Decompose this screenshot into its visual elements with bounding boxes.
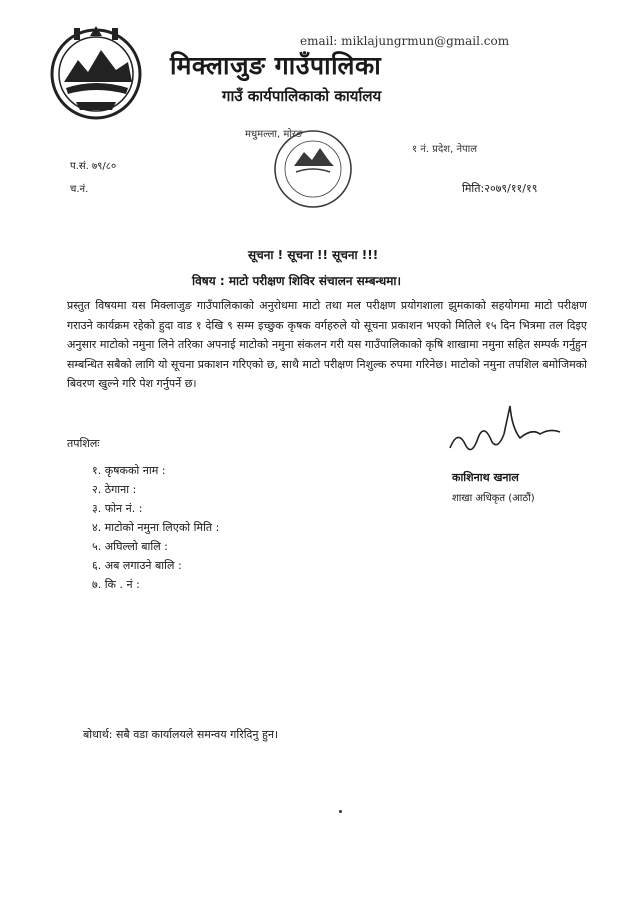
municipality-emblem <box>46 22 146 122</box>
province-text: १ नं. प्रदेश, नेपाल <box>412 144 478 155</box>
signatory-name: काशिनाथ खनाल <box>452 471 519 484</box>
details-label: तपशिलः <box>67 437 100 450</box>
list-item: ७. कि . नं : <box>92 578 140 591</box>
cc-line: बोधार्थ: सबै वडा कार्यालयले समन्वय गरिदिनु हुन। <box>83 728 279 741</box>
list-item: ५. अघिल्लो बालि : <box>92 540 168 553</box>
list-item: ४. माटोको नमुना लिएको मिति : <box>92 521 220 534</box>
office-name: गाउँ कार्यपालिकाको कार्यालय <box>222 87 382 105</box>
signatory-title: शाखा अधिकृत (आठौं) <box>452 493 535 504</box>
reference-number: प.सं. ७९/८० <box>70 161 117 172</box>
list-item: २. ठेगाना : <box>92 483 137 496</box>
subject-line: विषय : माटो परीक्षण शिविर संचालन सम्बन्धमा। <box>192 274 402 288</box>
address-text: मधुमल्ला, मोरङ <box>245 129 303 140</box>
details-list <box>92 463 219 596</box>
dispatch-number: च.नं. <box>70 184 89 195</box>
notice-heading: सूचना ! सूचना !! सूचना !!! <box>248 248 379 262</box>
signature <box>440 398 570 458</box>
body-paragraph: प्रस्तुत विषयमा यस मिक्लाजुङ गाउँपालिकाको अनुरोधमा माटो तथा मल परीक्षण प्रयोगशाला झुमकाको सहयोगमा माटो परीक्षण गराउने कार्यक्रम रहेको हुदा वाड १ देखि ९ सम्म इच्छुक कृषक वर्गहरुले यो सूचना प्रकाशन भएको मितिले १५ दिन भित्रमा तल दिइए अनुसार माटोको नमुना लिने तरिका अपनाई माटोको नमुना संकलन गरी यस गाउँपालिकाको कृषि शाखामा नमुना सहित सम्पर्क गर्नुहुन सम्बन्धित सबैको लागि यो सूचना प्रकाशन गरिएको छ, साथै माटो परीक्षण निशुल्क रुपमा गरिनेछ। माटोको नमुना तपशिल बमोजिमको बिवरण खुल्ने गरि पेश गर्नुपर्ने छ। <box>67 299 587 391</box>
office-stamp <box>272 128 354 210</box>
letter-date: मिति:२०७९/११/१९ <box>462 182 538 195</box>
list-item: ६. अब लगाउने बालि : <box>92 559 182 572</box>
org-name: मिक्लाजुङ गाउँपालिका <box>170 51 382 80</box>
stray-mark <box>339 810 342 813</box>
list-item: १. कृषकको नाम : <box>92 464 166 477</box>
email-text: email: miklajungrmun@gmail.com <box>300 34 510 48</box>
list-item: ३. फोन नं. : <box>92 502 143 515</box>
